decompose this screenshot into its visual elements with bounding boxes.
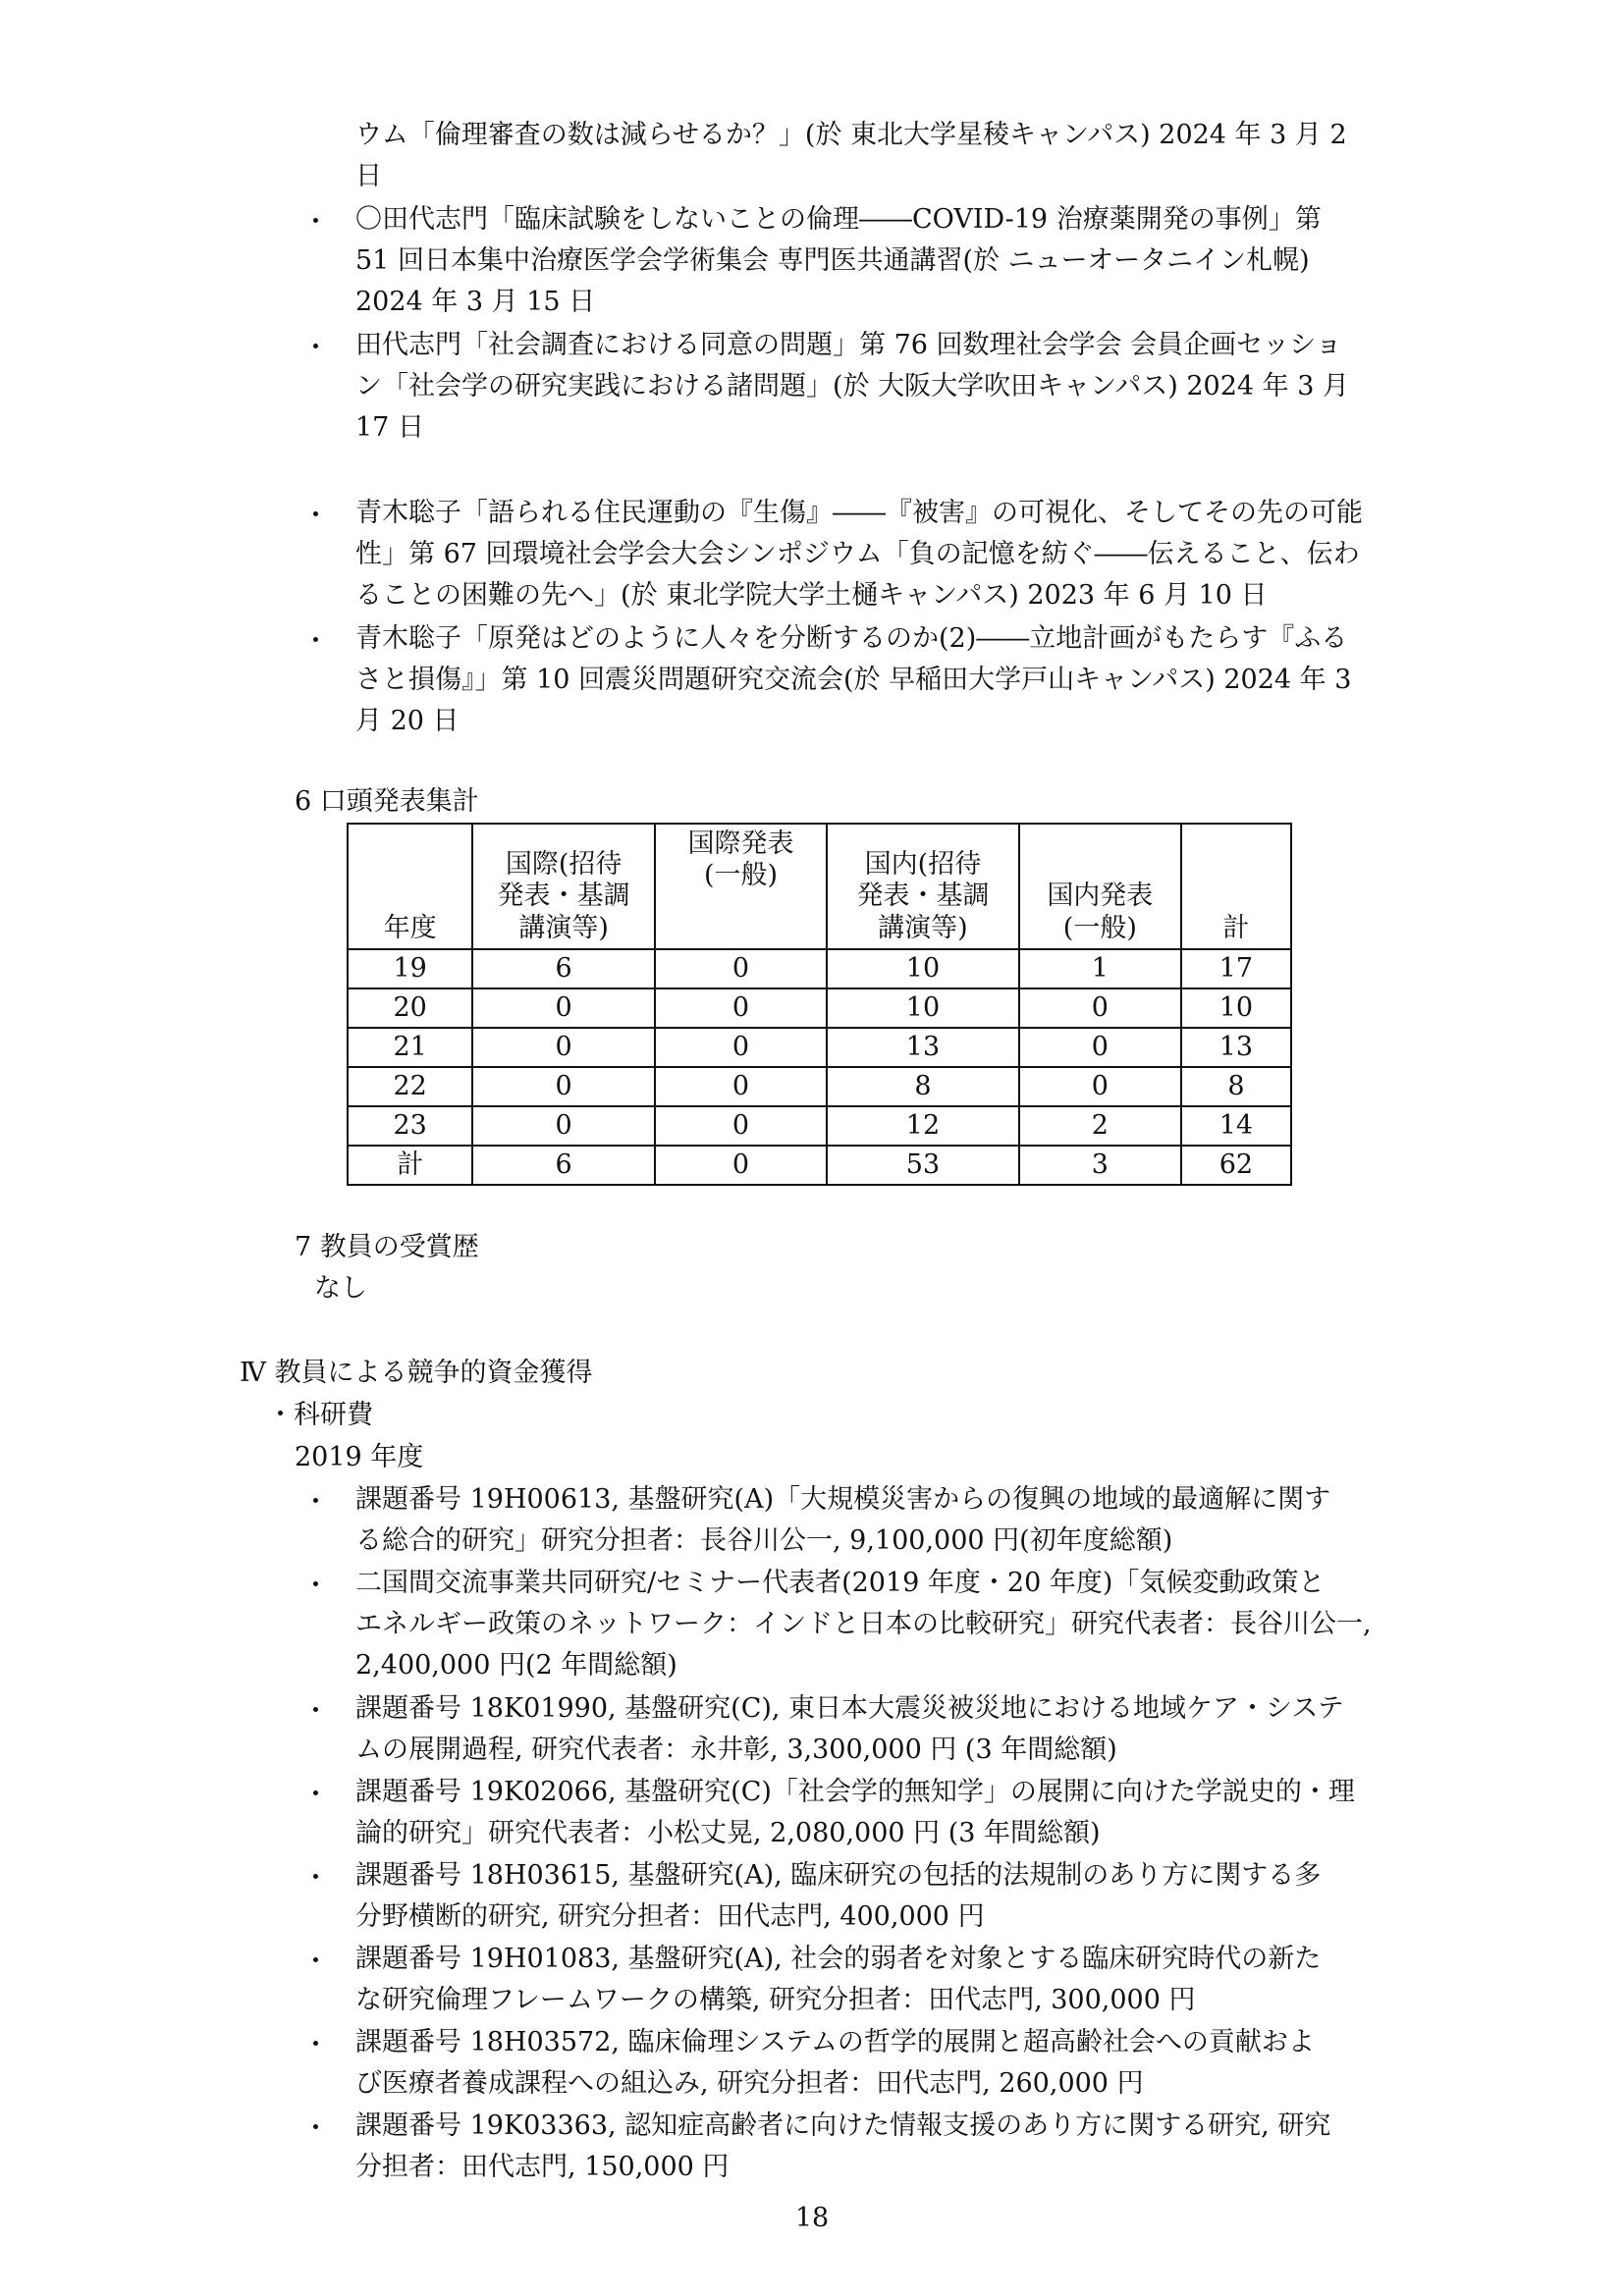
text-line: 課題番号 19H00613, 基盤研究(A)「大規模災害からの復興の地域的最適解に関す (355, 1484, 1331, 1515)
table-cell: 0 (472, 1067, 654, 1106)
table-cell: 13 (1181, 1028, 1291, 1067)
text-line: エネルギー政策のネットワーク：インドと日本の比較研究」研究代表者：長谷川公一, (355, 1609, 1372, 1639)
text-line: 性」第 67 回環境社会学会大会シンポジウム「負の記憶を紡ぐ――伝えること、伝わ (355, 539, 1360, 569)
table-cell: 10 (827, 949, 1019, 988)
table-cell: 計 (348, 1146, 472, 1185)
table-cell: 10 (827, 988, 1019, 1028)
text-line: 2024 年 3 月 15 日 (355, 287, 596, 317)
bullet: ・ (302, 1780, 329, 1810)
table-row (348, 1067, 1291, 1106)
text-line: 課題番号 18H03615, 基盤研究(A), 臨床研究の包括的法規制のあり方に関する多 (355, 1860, 1322, 1891)
text-line: ウム「倫理審査の数は減らせるか？」(於 東北大学星稜キャンパス) 2024 年 3 月 2 (355, 120, 1347, 150)
text-line: な研究倫理フレームワークの構築, 研究分担者：田代志門, 300,000 円 (355, 1985, 1196, 2015)
table-cell: 23 (348, 1106, 472, 1146)
bullet: ・ (302, 1487, 329, 1518)
table-cell: 22 (348, 1067, 472, 1106)
table-cell: 53 (827, 1146, 1019, 1185)
column-header: 国際(招待 発表・基調 講演等) (472, 824, 654, 949)
text-line: 青木聡子「語られる住民運動の『生傷』――『被害』の可視化、そしてその先の可能 (355, 498, 1363, 528)
text-line: 課題番号 18K01990, 基盤研究(C), 東日本大震災被災地における地域ケア・システ (355, 1693, 1344, 1724)
bullet: ・ (302, 1863, 329, 1894)
text-line: 〇田代志門「臨床試験をしないことの倫理――COVID-19 治療薬開発の事例」第 (355, 204, 1322, 235)
text-line: 二国間交流事業共同研究/セミナー代表者(2019 年度・20 年度)「気候変動政策と (355, 1568, 1326, 1598)
table-cell: 0 (655, 1146, 827, 1185)
table-cell: 0 (472, 988, 654, 1028)
subsection-label: ・科研費 (267, 1400, 373, 1430)
text-line: 課題番号 19K02066, 基盤研究(C)「社会学的無知学」の展開に向けた学説史的・理 (355, 1777, 1355, 1807)
column-header: 計 (1181, 824, 1291, 949)
table-cell: 14 (1181, 1106, 1291, 1146)
table-cell: 13 (827, 1028, 1019, 1067)
table-cell: 20 (348, 988, 472, 1028)
text-line: 分野横断的研究, 研究分担者：田代志門, 400,000 円 (355, 1901, 985, 1932)
table-cell: 0 (655, 1028, 827, 1067)
table-cell: 0 (1019, 1028, 1181, 1067)
table-row (348, 1028, 1291, 1067)
table-cell: 6 (472, 1146, 654, 1185)
table-cell: 0 (472, 1028, 654, 1067)
table-cell: 3 (1019, 1146, 1181, 1185)
table-cell: 1 (1019, 949, 1181, 988)
text-line: ることの困難の先へ」(於 東北学院大学土樋キャンパス) 2023 年 6 月 10 日 (355, 580, 1268, 611)
text-line: 青木聡子「原発はどのように人々を分断するのか(2)――立地計画がもたらす『ふる (355, 623, 1348, 654)
table-cell: 62 (1181, 1146, 1291, 1185)
column-header: 国内(招待 発表・基調 講演等) (827, 824, 1019, 949)
text-line: 課題番号 18H03572, 臨床倫理システムの哲学的展開と超高齢社会への貢献およ (355, 2027, 1315, 2057)
bullet: ・ (302, 333, 329, 363)
section-heading: Ⅳ 教員による競争的資金獲得 (240, 1358, 593, 1388)
text-line: 論的研究」研究代表者：小松丈晃, 2,080,000 円 (3 年間総額) (355, 1818, 1101, 1848)
table-cell: 12 (827, 1106, 1019, 1146)
section-heading: 7 教員の受賞歴 (295, 1232, 479, 1262)
table-cell: 21 (348, 1028, 472, 1067)
text-line: 課題番号 19K03363, 認知症高齢者に向けた情報支援のあり方に関する研究, 研究 (355, 2110, 1331, 2141)
section-heading: 6 口頭発表集計 (295, 786, 479, 817)
table-row (348, 1106, 1291, 1146)
text-line: る総合的研究」研究分担者：長谷川公一, 9,100,000 円(初年度総額) (355, 1525, 1173, 1556)
text-line: 51 回日本集中治療医学会学術集会 専門医共通講習(於 ニューオータニイン札幌) (355, 245, 1310, 276)
table-cell: 8 (1181, 1067, 1291, 1106)
table-cell: 10 (1181, 988, 1291, 1028)
text-line: さと損傷』」第 10 回震災問題研究交流会(於 早稲田大学戸山キャンパス) 2024 年 3 (355, 665, 1352, 695)
table-cell: 0 (1019, 1067, 1181, 1106)
text-line: び医療者養成課程への組込み, 研究分担者：田代志門, 260,000 円 (355, 2068, 1144, 2099)
table-cell: 17 (1181, 949, 1291, 988)
table-cell: 0 (655, 1106, 827, 1146)
table-header-row (348, 824, 1291, 949)
text-line: 日 (355, 161, 382, 191)
bullet: ・ (302, 207, 329, 238)
table-cell: 0 (472, 1106, 654, 1146)
text-line: ムの展開過程, 研究代表者：永井彰, 3,300,000 円 (3 年間総額) (355, 1735, 1117, 1765)
text-line: 月 20 日 (355, 706, 460, 736)
bullet: ・ (302, 1571, 329, 1601)
bullet: ・ (302, 501, 329, 531)
table-row (348, 949, 1291, 988)
bullet: ・ (302, 2113, 329, 2144)
table-cell: 0 (1019, 988, 1181, 1028)
table-cell: 2 (1019, 1106, 1181, 1146)
page-number: 18 (794, 2203, 830, 2233)
table-total-row (348, 1146, 1291, 1185)
text-line: 2,400,000 円(2 年間総額) (355, 1650, 677, 1681)
table-cell: 19 (348, 949, 472, 988)
column-header: 年度 (348, 824, 472, 949)
table-row (348, 988, 1291, 1028)
table-cell: 0 (655, 949, 827, 988)
bullet: ・ (302, 2030, 329, 2060)
text-line: 課題番号 19H01083, 基盤研究(A), 社会的弱者を対象とする臨床研究時代の新た (355, 1944, 1322, 1974)
column-header: 国際発表 (一般) (655, 824, 827, 949)
table-cell: 8 (827, 1067, 1019, 1106)
bullet: ・ (302, 1947, 329, 1977)
table-cell: 6 (472, 949, 654, 988)
year-label: 2019 年度 (295, 1442, 424, 1472)
presentation-summary-table (347, 823, 1292, 1186)
table-cell: 0 (655, 988, 827, 1028)
column-header: 国内発表 (一般) (1019, 824, 1181, 949)
text-line: 田代志門「社会調査における同意の問題」第 76 回数理社会学会 会員企画セッショ (355, 330, 1342, 360)
bullet: ・ (302, 1696, 329, 1727)
table-cell: 0 (655, 1067, 827, 1106)
section-body: なし (314, 1273, 367, 1304)
bullet: ・ (302, 626, 329, 657)
text-line: 分担者：田代志門, 150,000 円 (355, 2152, 730, 2182)
text-line: ン「社会学の研究実践における諸問題」(於 大阪大学吹田キャンパス) 2024 年 3 月 (355, 371, 1349, 401)
text-line: 17 日 (355, 412, 424, 443)
